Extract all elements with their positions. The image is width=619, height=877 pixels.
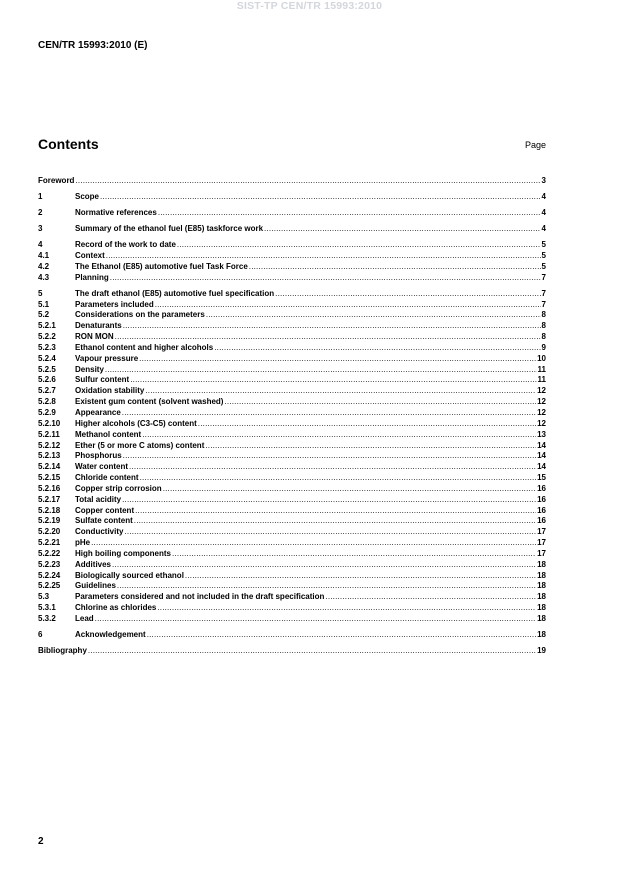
- toc-entry-title: Parameters included: [75, 299, 154, 309]
- toc-entry-page: 13: [537, 429, 546, 439]
- toc-entry-number: 5.2.11: [38, 429, 60, 439]
- toc-entry-title: Additives: [75, 559, 112, 569]
- toc-entry-title: pHe: [75, 538, 91, 548]
- dot-leader: [122, 495, 536, 506]
- dot-leader: [249, 262, 541, 273]
- dot-leader: [100, 192, 541, 203]
- dot-leader: [224, 397, 536, 408]
- dot-leader: [91, 538, 536, 549]
- toc-entry-number: 5.2.8: [38, 397, 56, 407]
- toc-entry[interactable]: [38, 614, 546, 625]
- toc-entry[interactable]: [38, 251, 546, 262]
- toc-entry[interactable]: [38, 397, 546, 408]
- toc-entry-page: 18: [537, 570, 546, 580]
- toc-entry-title: Denaturants: [75, 321, 122, 331]
- toc-entry[interactable]: [38, 430, 546, 441]
- contents-title: Contents: [38, 136, 99, 152]
- toc-entry-number: 4: [38, 240, 43, 250]
- toc-entry[interactable]: [38, 224, 546, 235]
- toc-entry-number: 1: [38, 192, 43, 202]
- dot-leader: [172, 549, 536, 560]
- dot-leader: [115, 332, 541, 343]
- toc-entry[interactable]: [38, 192, 546, 203]
- toc-entry[interactable]: [38, 592, 546, 603]
- toc-entry-number: 5.3: [38, 592, 50, 602]
- toc-entry-page: 5: [541, 261, 546, 271]
- toc-entry-title: Copper strip corrosion: [75, 483, 162, 493]
- dot-leader: [264, 224, 541, 235]
- toc-entry-page: 17: [537, 538, 546, 548]
- toc-entry-page: 17: [537, 548, 546, 558]
- toc-entry-page: 5: [541, 250, 546, 260]
- toc-entry[interactable]: [38, 462, 546, 473]
- toc-entry-page: 4: [541, 208, 546, 218]
- toc-entry-page: 16: [537, 483, 546, 493]
- toc-entry-number: 5.2.4: [38, 353, 56, 363]
- toc-entry[interactable]: [38, 408, 546, 419]
- toc-entry[interactable]: [38, 240, 546, 251]
- toc-entry[interactable]: [38, 646, 546, 657]
- toc-entry-number: 5.2.3: [38, 342, 56, 352]
- toc-entry[interactable]: [38, 506, 546, 517]
- toc-entry-title: Considerations on the parameters: [75, 310, 205, 320]
- dot-leader: [214, 343, 540, 354]
- toc-entry[interactable]: [38, 603, 546, 614]
- dot-leader: [140, 473, 537, 484]
- dot-leader: [158, 208, 541, 219]
- dot-leader: [275, 289, 540, 300]
- toc-entry-title: Planning: [75, 272, 109, 282]
- dot-leader: [157, 603, 536, 614]
- toc-entry-page: 18: [537, 592, 546, 602]
- toc-entry-title: Higher alcohols (C3-C5) content: [75, 418, 197, 428]
- toc-entry-title: Lead: [75, 614, 94, 623]
- toc-entry-title: Appearance: [75, 407, 121, 417]
- dot-leader: [112, 560, 536, 571]
- toc-entry-title: The Ethanol (E85) automotive fuel Task Force: [75, 261, 248, 271]
- toc-entry-page: 18: [537, 614, 546, 623]
- toc-entry-title: Guidelines: [75, 581, 116, 591]
- toc-entry[interactable]: [38, 208, 546, 219]
- toc-entry-number: 5.2.5: [38, 364, 56, 374]
- dot-leader: [206, 310, 541, 321]
- dot-leader: [325, 592, 536, 603]
- toc-entry-title: Biologically sourced ethanol: [75, 570, 184, 580]
- toc-entry-number: 3: [38, 224, 43, 234]
- toc-entry-number: 5.2.9: [38, 407, 56, 417]
- toc-entry-page: 11: [537, 364, 546, 374]
- toc-entry[interactable]: [38, 630, 546, 641]
- page-number: 2: [38, 836, 44, 847]
- toc-entry-page: 12: [537, 418, 546, 428]
- toc-entry-page: 19: [537, 646, 546, 656]
- toc-entry-title: Ethanol content and higher alcohols: [75, 342, 214, 352]
- toc-entry-title: Parameters considered and not included in the draft specification: [75, 592, 325, 602]
- toc-entry-title: Chlorine as chlorides: [75, 603, 157, 613]
- toc-entry-title: Bibliography: [38, 646, 87, 656]
- toc-entry-title: Ether (5 or more C atoms) content: [75, 440, 205, 450]
- toc-entry-page: 18: [537, 630, 546, 640]
- toc-entry-number: 5.2.17: [38, 494, 61, 504]
- toc-entry[interactable]: [38, 375, 546, 386]
- toc-entry-title: Vapour pressure: [75, 353, 139, 363]
- toc-entry[interactable]: [38, 300, 546, 311]
- dot-leader: [124, 527, 536, 538]
- dot-leader: [135, 506, 536, 517]
- toc-entry-title: High boiling components: [75, 548, 171, 558]
- toc-entry[interactable]: [38, 549, 546, 560]
- toc-entry-page: 8: [541, 321, 546, 331]
- dot-leader: [147, 630, 536, 641]
- toc-entry-page: 16: [537, 516, 546, 526]
- toc-entry-number: 4.1: [38, 250, 50, 260]
- toc-entry-number: 5.2.25: [38, 581, 61, 591]
- toc-entry-title: Methanol content: [75, 429, 142, 439]
- toc-entry-page: 12: [537, 386, 546, 396]
- toc-entry-page: 8: [541, 332, 546, 342]
- toc-entry[interactable]: [38, 473, 546, 484]
- toc-entry-number: 5.1: [38, 299, 50, 309]
- toc-entry-page: 4: [541, 224, 546, 234]
- toc-entry[interactable]: [38, 289, 546, 300]
- document-id: CEN/TR 15993:2010 (E): [38, 40, 148, 51]
- dot-leader: [117, 581, 536, 592]
- dot-leader: [129, 462, 536, 473]
- toc-entry-page: 7: [541, 288, 546, 298]
- toc-entry-page: 8: [541, 310, 546, 320]
- watermark: SIST-TP CEN/TR 15993:2010: [236, 0, 383, 12]
- dot-leader: [110, 273, 541, 284]
- toc-entry-title: Total acidity: [75, 494, 122, 504]
- toc-entry-title: Conductivity: [75, 527, 124, 537]
- toc-entry-title: Scope: [75, 192, 100, 202]
- dot-leader: [130, 375, 536, 386]
- toc-entry[interactable]: [38, 273, 546, 284]
- toc-entry-title: Phosphorus: [75, 451, 122, 461]
- toc-entry-page: 18: [537, 581, 546, 591]
- toc-entry[interactable]: [38, 386, 546, 397]
- toc-entry-page: 7: [541, 272, 546, 282]
- toc-entry-number: 5.2.12: [38, 440, 61, 450]
- toc-entry-title: The draft ethanol (E85) automotive fuel specification: [75, 288, 275, 298]
- toc-entry-number: 5.3.2: [38, 614, 56, 623]
- toc-entry-page: 7: [541, 299, 546, 309]
- dot-leader: [95, 614, 536, 625]
- toc-entry-number: 5.2.15: [38, 473, 61, 483]
- toc-entry[interactable]: [38, 343, 546, 354]
- toc-entry-page: 16: [537, 494, 546, 504]
- dot-leader: [139, 354, 536, 365]
- toc-entry-number: 5.2.7: [38, 386, 56, 396]
- toc-entry-page: 3: [541, 176, 546, 185]
- toc-entry-number: 5.2.13: [38, 451, 61, 461]
- toc-entry-title: Oxidation stability: [75, 386, 145, 396]
- toc-entry-page: 16: [537, 505, 546, 515]
- toc-entry-number: 5.2.22: [38, 548, 61, 558]
- toc-entry-page: 10: [537, 353, 546, 363]
- toc-entry-number: 6: [38, 630, 43, 640]
- toc-entry[interactable]: [38, 538, 546, 549]
- toc-entry-page: 4: [541, 192, 546, 202]
- dot-leader: [177, 240, 541, 251]
- toc-entry[interactable]: [38, 321, 546, 332]
- toc-entry-title: Sulfate content: [75, 516, 133, 526]
- toc-entry-page: 18: [537, 559, 546, 569]
- toc-entry-number: 4.3: [38, 272, 50, 282]
- toc-entry-page: 17: [537, 527, 546, 537]
- toc-entry-number: 5.2.16: [38, 483, 61, 493]
- toc-entry-title: Normative references: [75, 208, 157, 218]
- toc-entry-number: 4.2: [38, 261, 50, 271]
- toc-entry-page: 15: [537, 473, 546, 483]
- toc-entry[interactable]: [38, 310, 546, 321]
- toc-entry-title: Copper content: [75, 505, 135, 515]
- toc-entry[interactable]: [38, 365, 546, 376]
- toc-entry-title: Chloride content: [75, 473, 139, 483]
- toc-entry-number: 5.2.6: [38, 375, 56, 385]
- table-of-contents: [38, 176, 546, 657]
- dot-leader: [142, 430, 536, 441]
- page-column-label: Page: [524, 140, 546, 150]
- toc-entry[interactable]: [38, 581, 546, 592]
- dot-leader: [75, 176, 540, 187]
- toc-entry[interactable]: [38, 484, 546, 495]
- toc-entry-number: 5.2: [38, 310, 50, 320]
- toc-entry-number: 5.2.20: [38, 527, 61, 537]
- toc-entry[interactable]: [38, 560, 546, 571]
- toc-entry-number: 5.2.24: [38, 570, 61, 580]
- toc-entry-number: 5.2.10: [38, 418, 61, 428]
- dot-leader: [198, 419, 536, 430]
- toc-entry[interactable]: [38, 571, 546, 582]
- dot-leader: [163, 484, 536, 495]
- toc-entry-number: 5.2.18: [38, 505, 61, 515]
- toc-entry-page: 18: [537, 603, 546, 613]
- toc-entry[interactable]: [38, 262, 546, 273]
- dot-leader: [123, 321, 541, 332]
- toc-entry-title: Record of the work to date: [75, 240, 176, 250]
- toc-entry-page: 14: [537, 440, 546, 450]
- toc-entry-title: RON MON: [75, 332, 114, 342]
- toc-entry-page: 12: [537, 397, 546, 407]
- toc-entry-number: 5.3.1: [38, 603, 56, 613]
- dot-leader: [185, 571, 536, 582]
- dot-leader: [123, 451, 536, 462]
- toc-entry[interactable]: [38, 441, 546, 452]
- dot-leader: [106, 251, 541, 262]
- toc-entry[interactable]: [38, 354, 546, 365]
- toc-entry[interactable]: [38, 176, 546, 187]
- toc-entry-number: 2: [38, 208, 43, 218]
- toc-entry-page: 12: [537, 407, 546, 417]
- toc-entry[interactable]: [38, 527, 546, 538]
- dot-leader: [145, 386, 536, 397]
- toc-entry[interactable]: [38, 495, 546, 506]
- toc-entry-page: 14: [537, 451, 546, 461]
- toc-entry-page: 11: [537, 375, 546, 385]
- toc-entry[interactable]: [38, 451, 546, 462]
- toc-entry-title: Sulfur content: [75, 375, 130, 385]
- toc-entry-title: Water content: [75, 462, 129, 472]
- toc-entry[interactable]: [38, 419, 546, 430]
- toc-entry-number: 5.2.1: [38, 321, 56, 331]
- toc-entry-title: Density: [75, 364, 104, 374]
- toc-entry-title: Context: [75, 250, 105, 260]
- toc-entry-number: 5.2.19: [38, 516, 61, 526]
- dot-leader: [88, 646, 536, 657]
- toc-entry-page: 14: [537, 462, 546, 472]
- toc-entry-page: 9: [541, 342, 546, 352]
- toc-entry-page: 5: [541, 240, 546, 250]
- toc-entry-number: 5.2.21: [38, 538, 61, 548]
- toc-entry-number: 5: [38, 288, 43, 298]
- toc-entry-title: Existent gum content (solvent washed): [75, 397, 224, 407]
- dot-leader: [122, 408, 536, 419]
- toc-entry-number: 5.2.2: [38, 332, 56, 342]
- toc-entry-title: Acknowledgement: [75, 630, 146, 640]
- dot-leader: [105, 365, 537, 376]
- dot-leader: [134, 516, 536, 527]
- toc-entry[interactable]: [38, 332, 546, 343]
- toc-entry[interactable]: [38, 516, 546, 527]
- toc-entry-title: Summary of the ethanol fuel (E85) taskforce work: [75, 224, 264, 234]
- toc-entry-number: 5.2.14: [38, 462, 61, 472]
- toc-entry-title: Foreword: [38, 176, 75, 185]
- dot-leader: [205, 441, 536, 452]
- dot-leader: [155, 300, 541, 311]
- toc-entry-number: 5.2.23: [38, 559, 61, 569]
